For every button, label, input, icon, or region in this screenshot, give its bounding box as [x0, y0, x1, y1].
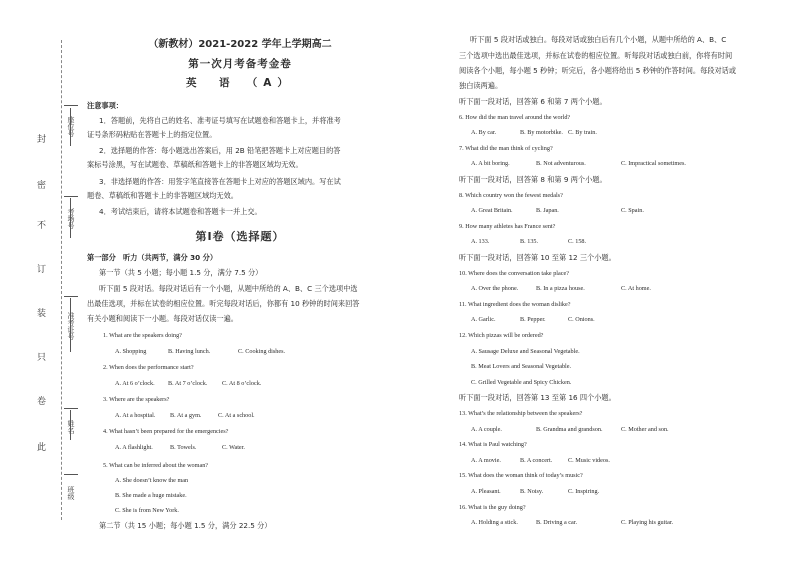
option: A. By car. — [471, 129, 497, 137]
option: A. Shopping — [115, 348, 147, 355]
field-rule — [64, 196, 78, 197]
name-label: 姓名 — [67, 420, 75, 434]
field-line — [70, 198, 71, 238]
dialog-instruction: 听下面一段对话，回答第 6 和第 7 两个小题。 — [459, 97, 607, 106]
question-text: 3. Where are the speakers? — [103, 396, 170, 403]
notes-line: 案标号涂黑，写在试题卷、草稿纸和答题卡上的非答题区域均无效。 — [87, 160, 303, 169]
question-text: A. Sausage Deluxe and Seasonal Vegetable. — [471, 347, 580, 355]
class-label: 班级 — [67, 486, 75, 500]
question-text: 6. How did the man travel around the world? — [459, 113, 571, 121]
seal-char: 装 — [37, 309, 47, 319]
notes-line: 证号条形码粘贴在答题卡上的指定位置。 — [87, 130, 217, 139]
seal-char: 只 — [37, 353, 47, 363]
option: A. A flashlight. — [115, 444, 153, 451]
option: B. Driving a car. — [536, 519, 578, 527]
seal-char: 不 — [37, 221, 47, 231]
seat-number-label: 座位号 — [67, 116, 75, 137]
option: C. 158. — [568, 238, 587, 246]
field-rule — [64, 105, 78, 106]
seal-char: 密 — [37, 181, 47, 191]
option: C. She is from New York. — [115, 507, 179, 514]
option: A. Pleasant. — [471, 488, 501, 495]
binding-margin — [0, 0, 95, 562]
question-text: 13. What’s the relationship between the speakers? — [459, 410, 583, 417]
option: B. Grandma and grandson. — [536, 425, 603, 433]
dialog-instruction: 听下面一段对话，回答第 13 至第 16 四个小题。 — [459, 393, 616, 403]
question-text: 9. How many athletes has France sent? — [459, 222, 556, 230]
exam-room-label: 考场号 — [67, 208, 75, 229]
question-text: 14. What is Paul watching? — [459, 441, 527, 449]
option: A. Garlic. — [471, 316, 496, 324]
field-rule — [64, 296, 78, 297]
option: A. She doesn’t know the man — [115, 477, 189, 484]
option: A. Great Britain. — [471, 207, 513, 215]
option: C. Water. — [222, 444, 245, 451]
exam-subtitle: 第一次月考备考金卷 — [188, 58, 292, 70]
option: C. At home. — [621, 285, 651, 293]
notes-heading: 注意事项： — [87, 101, 123, 110]
option: C. Spain. — [621, 207, 644, 215]
sec2-heading: 第二节（共 15 小题；每小题 1.5 分，满分 22.5 分） — [99, 521, 272, 530]
notes-line: 4．考试结束后，请将本试题卷和答题卡一并上交。 — [99, 207, 262, 216]
option: A. At 6 o’clock. — [115, 380, 155, 387]
sec1-instructions: 有关小题和阅读下一小题。每段对话仅读一遍。 — [87, 314, 238, 323]
option: C. Playing his guitar. — [621, 519, 674, 527]
option: A. A couple. — [471, 425, 502, 433]
field-rule — [64, 408, 78, 409]
option: A. A bit boring. — [471, 160, 510, 168]
question-text: 1. What are the speakers doing? — [103, 332, 182, 339]
admission-number-label: 准考证号 — [67, 312, 75, 340]
option: C. At 8 o’clock. — [222, 380, 262, 387]
option: B. By motorbike. — [520, 129, 563, 137]
option: B. At a gym. — [170, 412, 202, 419]
dialog-instruction: 听下面一段对话，回答第 10 至第 12 三个小题。 — [459, 253, 616, 262]
option: B. Towels. — [170, 444, 197, 451]
exam-title: （新教材）2021-2022 学年上学期高二 — [148, 39, 332, 50]
option: C. Mother and son. — [621, 425, 669, 433]
notes-line: 1．答题前，先将自己的姓名、准考证号填写在试题卷和答题卡上，并将准考 — [99, 116, 341, 125]
question-text: C. Grilled Vegetable and Spicy Chicken. — [471, 378, 572, 386]
option: B. Not adventurous. — [536, 160, 586, 168]
option: B. In a pizza house. — [536, 285, 585, 293]
question-text: 7. What did the man think of cycling? — [459, 144, 553, 152]
field-rule — [64, 474, 78, 475]
notes-line: 2．选择题的作答：每小题选出答案后，用 2B 铅笔把答题卡上对应题目的答 — [99, 146, 341, 155]
option: B. Pepper. — [520, 316, 546, 324]
option: C. Cooking dishes. — [238, 348, 286, 355]
option: C. Onions. — [568, 316, 595, 324]
sec1-heading: 第一节（共 5 小题；每小题 1.5 分，满分 7.5 分） — [99, 268, 263, 277]
question-text: 4. What hasn’t been prepared for the emergencies? — [103, 428, 229, 435]
question-text: 5. What can be inferred about the woman? — [103, 462, 209, 469]
notes-line: 3．非选择题的作答：用签字笔直接答在答题卡上对应的答题区域内。写在试 — [99, 177, 341, 186]
sec2-instructions: 独白读两遍。 — [459, 81, 503, 90]
option: B. She made a huge mistake. — [115, 492, 187, 499]
field-line — [70, 410, 71, 440]
question-text: 2. When does the performance start? — [103, 364, 194, 371]
option: A. Over the phone. — [471, 285, 519, 293]
sec2-instructions: 阅读各个小题，每小题 5 秒钟；听完后，各小题将给出 5 秒钟的作答时间。每段对话或 — [459, 66, 737, 75]
option: B. Noisy. — [520, 488, 544, 495]
section-title: 第Ⅰ卷（选择题） — [195, 230, 285, 243]
seal-char: 卷 — [37, 397, 47, 407]
seal-line — [61, 40, 62, 520]
part-heading: 第一部分 听力（共两节，满分 30 分） — [87, 253, 218, 262]
question-text: 10. Where does the conversation take place? — [459, 269, 570, 277]
option: A. At a hospital. — [115, 412, 156, 419]
option: B. 135. — [520, 238, 539, 246]
sec1-instructions: 听下面 5 段对话。每段对话后有一个小题，从题中所给的 A、B、C 三个选项中选 — [99, 284, 358, 293]
question-text: 15. What does the woman think of today’s music? — [459, 472, 583, 480]
option: C. By train. — [568, 129, 597, 137]
option: B. A concert. — [520, 456, 553, 464]
option: C. Impractical sometimes. — [621, 160, 686, 168]
option: A. 133. — [471, 238, 490, 246]
option: A. A movie. — [471, 456, 501, 464]
notes-line: 题卷、草稿纸和答题卡上的非答题区域均无效。 — [87, 191, 238, 200]
option: C. Inspiring. — [568, 488, 600, 495]
question-text: B. Meat Lovers and Seasonal Vegetable. — [471, 363, 572, 371]
seal-char: 封 — [37, 135, 47, 145]
question-text: 12. Which pizzas will be ordered? — [459, 332, 544, 339]
seal-char: 订 — [37, 265, 47, 275]
option: B. Japan. — [536, 207, 559, 215]
dialog-instruction: 听下面一段对话，回答第 8 和第 9 两个小题。 — [459, 175, 607, 184]
option: C. Music videos. — [568, 456, 610, 464]
sec1-instructions: 出最佳选项，并标在试卷的相应位置。听完每段对话后，你都有 10 秒钟的时间来回答 — [87, 299, 360, 308]
question-text: 11. What ingredient does the woman dislike? — [459, 300, 571, 308]
subject-title: 英 语 （A） — [186, 77, 294, 89]
field-line — [70, 298, 71, 352]
field-line — [70, 108, 71, 146]
option: B. At 7 o’clock. — [168, 380, 208, 387]
option: A. Holding a stick. — [471, 519, 518, 527]
question-text: 16. What is the guy doing? — [459, 503, 526, 511]
option: C. At a school. — [218, 412, 255, 419]
sec2-instructions: 三个选项中选出最佳选项，并标在试卷的相应位置。听每段对话或独白前，你将有时间 — [459, 51, 733, 60]
seal-char: 此 — [37, 443, 47, 453]
sec2-instructions: 听下面 5 段对话或独白。每段对话或独白后有几个小题，从题中所给的 A、B、C — [470, 35, 727, 44]
question-text: 8. Which country won the fewest medals? — [459, 191, 563, 199]
option: B. Having lunch. — [168, 348, 211, 355]
